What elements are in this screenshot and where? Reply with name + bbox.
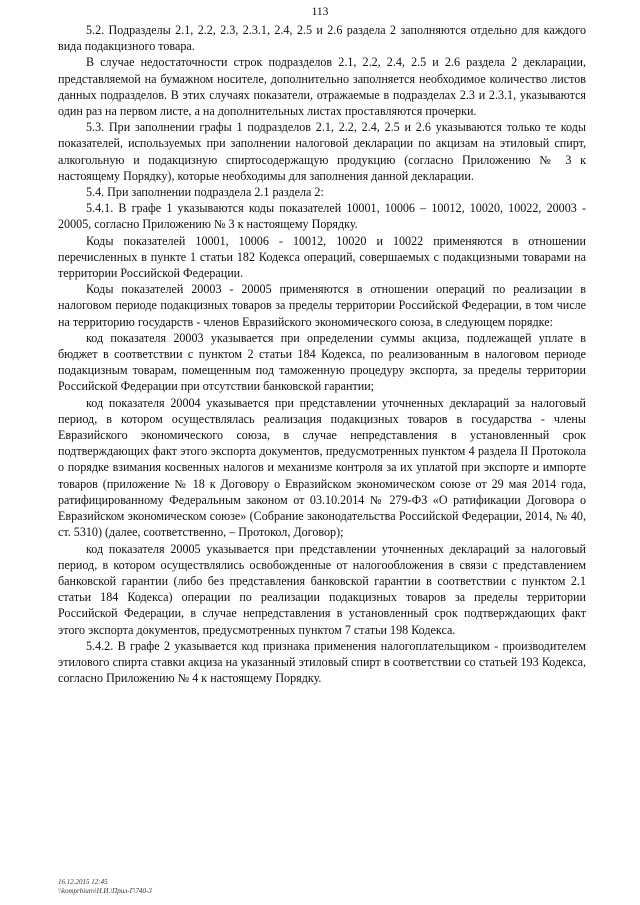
paragraph: 5.4.2. В графе 2 указывается код признака применения налогоплательщиком - производителем этилового спирта ставки акциза на указанный этиловый спирт в соответствии со статьей 193 Кодекса, согласно Приложению № 4 к настоящему Порядку.: [58, 638, 586, 686]
paragraph: код показателя 20005 указывается при представлении уточненных деклараций за налоговый период, в котором осуществлялись освобожденные от налогообложения в связи с представлением банковской гарантии (либо без представления банковской гарантии в соответствии с пунктом 2.1 статьи 184 Кодекса) операции по реализации подакцизных товаров за пределы территории Российской Федерации, в случае непредставления в установленный срок подтверждающих факт этого экспорта документов, предусмотренных пунктом 7 статьи 198 Кодекса.: [58, 541, 586, 637]
footer-stamp: [58, 878, 152, 896]
paragraph: В случае недостаточности строк подразделов 2.1, 2.2, 2.4, 2.5 и 2.6 раздела 2 декларации, представляемой на бумажном носителе, дополнительно заполняется необходимое количество листов данных подразделов. В этих случаях показатели, отражаемые в подразделах 2.3 и 2.3.1, указываются один раз на первом листе, а на дополнительных листах проставляются прочерки.: [58, 55, 586, 119]
paragraph: 5.4. При заполнении подраздела 2.1 раздела 2:: [86, 185, 324, 200]
paragraph: 5.4.1. В графе 1 указываются коды показателей 10001, 10006 – 10012, 10020, 10022, 20003 - 20005, согласно Приложению № 3 к настоящему Порядку.: [58, 201, 586, 232]
paragraph: код показателя 20004 указывается при представлении уточненных деклараций за налоговый период, в котором осуществлялась реализация подакцизных товаров в государства - члены Евразийского экономического союза, в случае непредставления в установленный срок подтверждающих факт этого экспорта документов, предусмотренных пунктом 4 раздела II Протокола о порядке взимания косвенных налогов и механизме контроля за их уплатой при экспорте и импорте товаров (приложение № 18 к Договору о Евразийском экономическом союзе от 29 мая 2014 года, ратифицированному Федеральным законом от 03.10.2014 № 279-ФЗ «О ратификации Договора о Евразийском экономическом союзе» (Собрание законодательства Российской Федерации, 2014, № 40, ст. 5310) (далее, соответственно, – Протокол, Договор);: [58, 395, 586, 540]
document-body: [58, 22, 586, 686]
paragraph: Коды показателей 10001, 10006 - 10012, 10020 и 10022 применяются в отношении перечисленных в пункте 1 статьи 182 Кодекса операций, совершаемых с подакцизными товарами на территории Российской Федерации.: [58, 233, 586, 281]
paragraph: 5.3. При заполнении графы 1 подразделов 2.1, 2.2, 2.4, 2.5 и 2.6 указываются только те коды показателей, используемых при заполнении налоговой декларации по акцизам на этиловый спирт, алкогольную и подакцизную спиртосодержащую продукцию (согласно Приложению № 3 к настоящему Порядку), которые необходимы для заполнения данной декларации.: [58, 120, 586, 183]
footer-timestamp: 16.12.2015 12:45: [58, 878, 108, 886]
footer-file-path: \\komprbiuro\Н.И.\Прил-Г\740-3: [58, 887, 152, 895]
paragraph: Коды показателей 20003 - 20005 применяются в отношении операций по реализации в налоговом периоде подакцизных товаров за пределы территории Российской Федерации, в том числе на территорию государств - членов Евразийского экономического союза, в следующем порядке:: [58, 282, 586, 329]
page-number: 113: [311, 6, 329, 18]
paragraph: код показателя 20003 указывается при определении суммы акциза, подлежащей уплате в бюджет в соответствии с пунктом 2 статьи 184 Кодекса, по реализованным в налоговом периоде подакцизным товарам, помещенным под таможенную процедуру экспорта, за пределы территории Российской Федерации при отсутствии банковской гарантии;: [58, 330, 586, 394]
paragraph: 5.2. Подразделы 2.1, 2.2, 2.3, 2.3.1, 2.4, 2.5 и 2.6 раздела 2 заполняются отдельно для каждого вида подакцизного товара.: [58, 23, 586, 54]
